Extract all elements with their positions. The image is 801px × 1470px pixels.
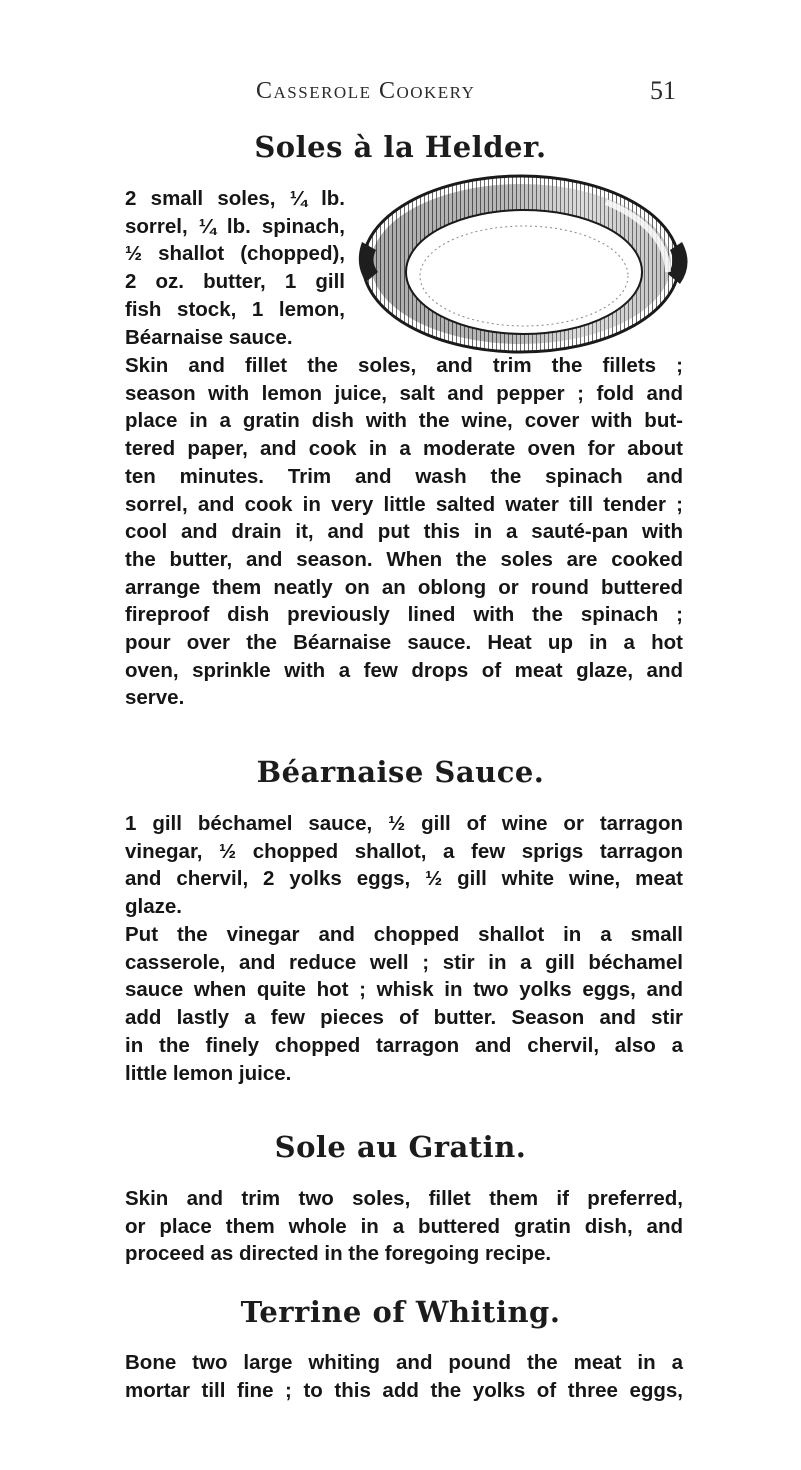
method-line: in the finely chopped tarragon and chervil, also a [125, 1033, 683, 1057]
method-line: fireproof dish previously lined with the spinach ; [125, 603, 683, 627]
method-line: the butter, and season. When the soles are cooked [125, 547, 683, 571]
method-line: ten minutes. Trim and wash the spinach and [125, 464, 683, 488]
method-line: mortar till fine ; to this add the yolks of three eggs, [125, 1378, 683, 1402]
oval-gratin-dish-icon [356, 172, 690, 372]
recipe-title-sole-au-gratin: Sole au Gratin. [274, 1130, 527, 1164]
ingredient-line: 2 oz. butter, 1 gill [125, 270, 345, 294]
method-line: tered paper, and cook in a moderate oven for about [125, 437, 683, 461]
method-line: proceed as directed in the foregoing recipe. [125, 1242, 552, 1266]
method-line: casserole, and reduce well ; stir in a gill béchamel [125, 950, 683, 974]
ingredient-line: sorrel, ¼ lb. spinach, [125, 214, 345, 238]
method-line: season with lemon juice, salt and pepper ; fold and [125, 381, 683, 405]
method-sole-au-gratin [125, 1185, 683, 1268]
method-line: oven, sprinkle with a few drops of meat glaze, and [125, 658, 683, 682]
running-head: Casserole Cookery [256, 78, 476, 104]
ingredient-line: glaze. [125, 895, 182, 919]
method-line: place in a gratin dish with the wine, cover with but- [125, 409, 683, 433]
method-line: or place them whole in a buttered gratin dish, and [125, 1214, 683, 1238]
ingredient-line: 1 gill béchamel sauce, ½ gill of wine or tarragon [125, 812, 683, 835]
ingredient-line: fish stock, 1 lemon, [125, 297, 345, 321]
method-line: arrange them neatly on an oblong or round buttered [125, 575, 683, 599]
method-line: Skin and fillet the soles, and trim the fillets ; [125, 354, 683, 377]
method-line: add lastly a few pieces of butter. Season and stir [125, 1006, 683, 1030]
ingredient-line: and chervil, 2 yolks eggs, ½ gill white wine, meat [125, 867, 683, 891]
method-terrine-of-whiting [125, 1349, 683, 1404]
method-line: Put the vinegar and chopped shallot in a small [125, 923, 683, 946]
method-line: pour over the Béarnaise sauce. Heat up in a hot [125, 631, 683, 655]
method-line: little lemon juice. [125, 1061, 292, 1085]
method-line: cool and drain it, and put this in a sauté-pan with [125, 520, 683, 544]
method-line: sauce when quite hot ; whisk in two yolks eggs, and [125, 978, 683, 1002]
method-line: sorrel, and cook in very little salted water till tender ; [125, 492, 683, 516]
recipe-title-terrine-of-whiting: Terrine of Whiting. [240, 1295, 561, 1329]
method-bearnaise-sauce [125, 921, 683, 1087]
ingredients-soles-helder [125, 185, 345, 351]
ingredient-line: ½ shallot (chopped), [125, 242, 345, 266]
recipe-title-bearnaise-sauce: Béarnaise Sauce. [256, 755, 545, 789]
method-soles-helder [125, 352, 683, 712]
ingredient-line: Béarnaise sauce. [125, 325, 293, 349]
method-line: Bone two large whiting and pound the meat in a [125, 1351, 683, 1374]
method-line: Skin and trim two soles, fillet them if preferred, [125, 1187, 683, 1210]
ingredient-line: vinegar, ½ chopped shallot, a few sprigs tarragon [125, 839, 683, 863]
method-line: serve. [125, 686, 185, 710]
recipe-title-soles-helder: Soles à la Helder. [254, 130, 547, 164]
ingredient-line: 2 small soles, ¼ lb. [125, 187, 345, 210]
ingredients-bearnaise-sauce [125, 810, 683, 921]
page-number: 51 [650, 76, 676, 105]
